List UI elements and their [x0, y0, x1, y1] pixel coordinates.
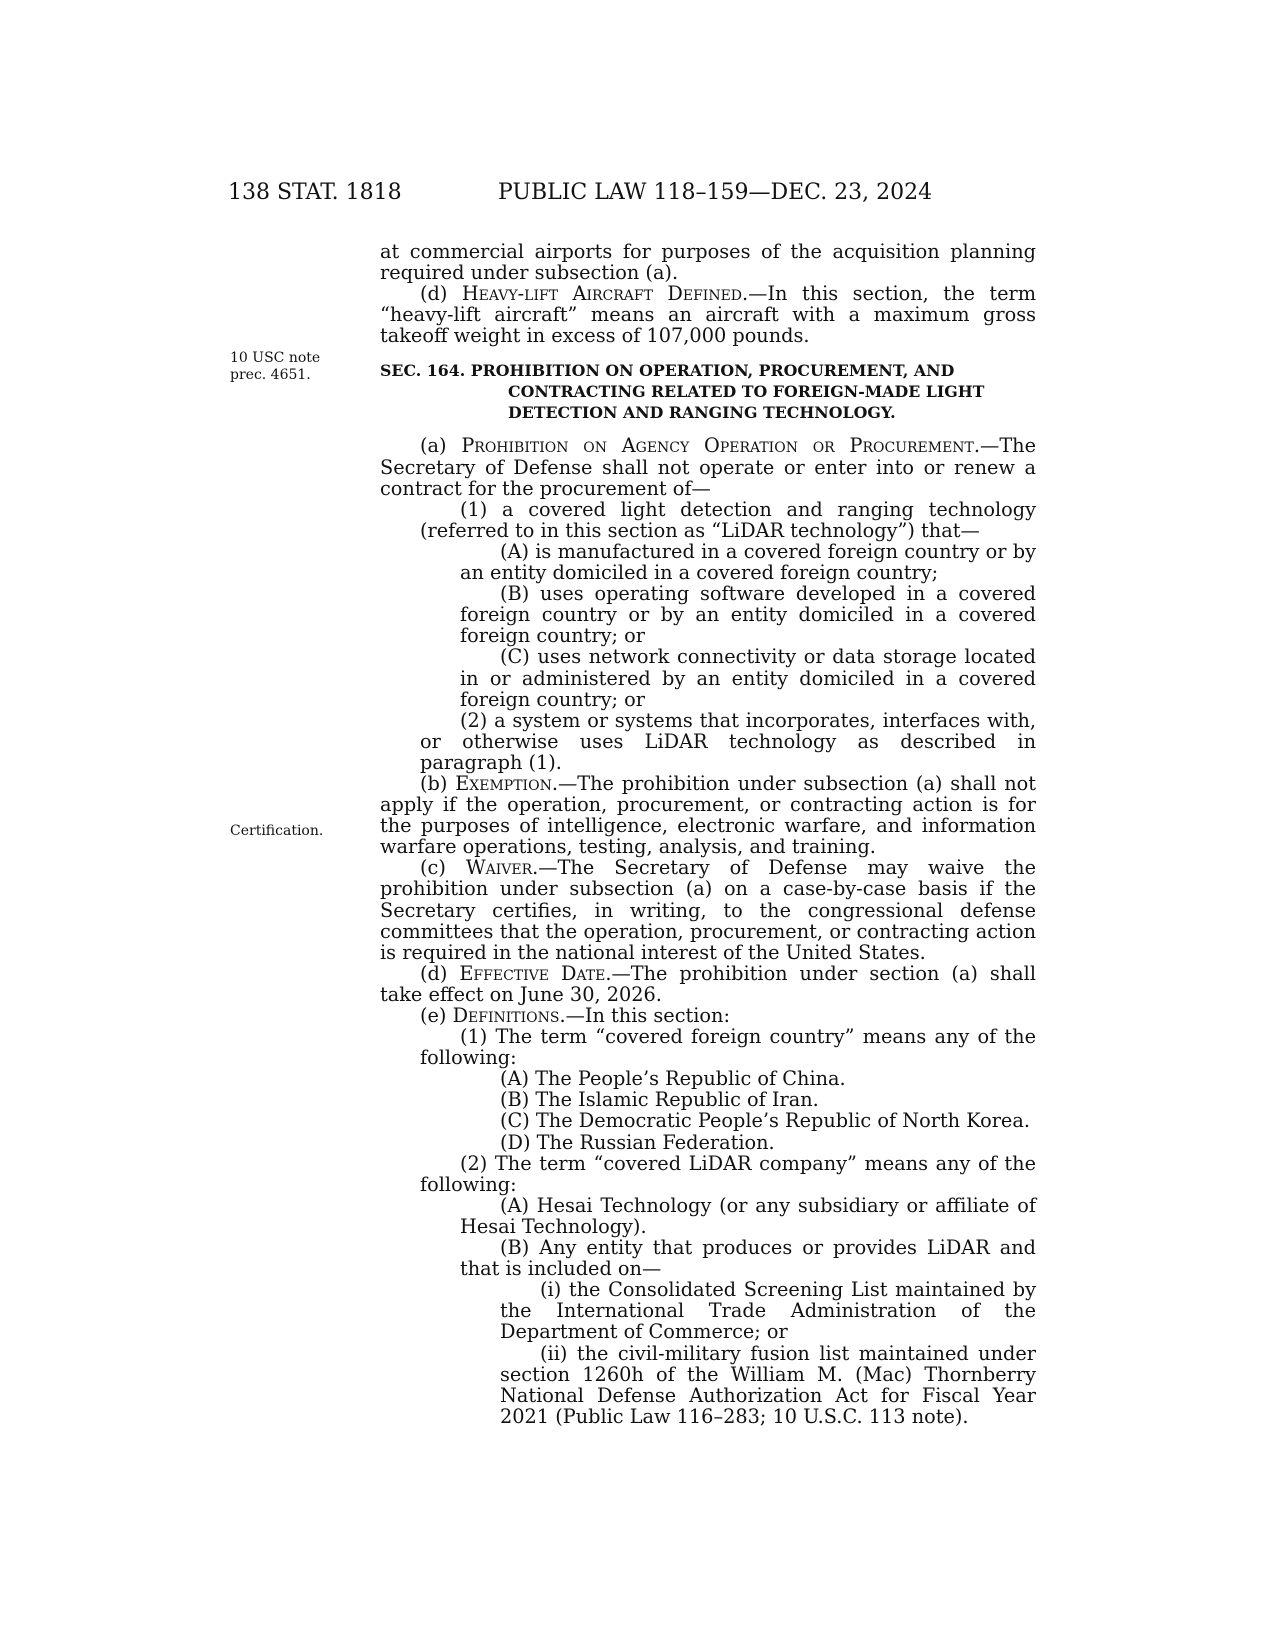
subparagraph-a1B: (B) uses operating software developed in a covered foreign country or by an entity domiciled in a covered foreign country; or	[460, 582, 1036, 648]
subparagraph-e1B: (B) The Islamic Republic of Iran.	[500, 1088, 819, 1112]
subsection-d: (d) Effective Date.—The prohibition under section (a) shall take effect on June 30, 2026.	[380, 961, 1036, 1006]
document-body	[380, 241, 1036, 1427]
clause-e2Bi: (i) the Consolidated Screening List maintained by the International Trade Administration of the Department of Commerce; or	[500, 1278, 1036, 1344]
subparagraph-a1A: (A) is manufactured in a covered foreign country or by an entity domiciled in a covered foreign country;	[460, 539, 1036, 585]
subparagraph-e2B: (B) Any entity that produces or provides LiDAR and that is included on—	[460, 1236, 1036, 1281]
margin-note-certification-text: Certification.	[230, 823, 324, 839]
subsection-heading: Exemption	[455, 771, 552, 795]
paragraph-a2: (2) a system or systems that incorporates, interfaces with, or otherwise uses LiDAR technology as described in paragraph (1).	[420, 708, 1036, 774]
subsection-heading: Definitions	[452, 1004, 560, 1027]
margin-note-usc-line2: prec. 4651.	[230, 367, 311, 383]
stat-page-number: 138 STAT. 1818	[228, 180, 402, 205]
subparagraph-e1D: (D) The Russian Federation.	[500, 1130, 775, 1154]
subsection-c: (c) Waiver.—The Secretary of Defense may waive the prohibition under subsection (a) on a case-by-case basis if the Secretary certifies, in writing, to the congressional defense committees that the operation, procurement, or contracting action is required in the national interest of the United States.	[380, 856, 1036, 964]
subsection-heading: Effective Date	[459, 961, 606, 985]
subsection-heading: Waiver	[465, 856, 533, 880]
subparagraph-a1C: (C) uses network connectivity or data storage located in or administered by an entity domiciled in a covered foreign country; or	[460, 645, 1036, 711]
subsection-heading: Prohibition on Agency Operation or Procurement	[461, 434, 974, 458]
public-law-title: PUBLIC LAW 118–159—DEC. 23, 2024	[498, 180, 933, 205]
subparagraph-e2A: (A) Hesai Technology (or any subsidiary or affiliate of Hesai Technology).	[460, 1193, 1036, 1238]
paragraph-a1: (1) a covered light detection and ranging technology (referred to in this section as “LiDAR technology”) that—	[420, 497, 1036, 542]
subsection-heading: Heavy-lift Aircraft Defined	[461, 282, 743, 306]
margin-note-certification	[230, 823, 350, 840]
paragraph-d-heavy-lift: (d) Heavy-lift Aircraft Defined.—In this section, the term “heavy-lift aircraft” means an aircraft with a maximum gross takeoff weight in excess of 107,000 pounds.	[380, 282, 1036, 348]
subsection-a: (a) Prohibition on Agency Operation or Procurement.—The Secretary of Defense shall not operate or enter into or renew a contract for the procurement of—	[380, 434, 1037, 500]
margin-note-usc-line1: 10 USC note	[230, 350, 321, 366]
paragraph-e2: (2) The term “covered LiDAR company” means any of the following:	[420, 1151, 1036, 1196]
margin-note-usc	[230, 350, 350, 384]
section-heading: SEC. 164. PROHIBITION ON OPERATION, PROCUREMENT, AND CONTRACTING RELATED TO FOREIGN-MADE LIGHT DETECTION AND RANGING TECHNOLOGY.	[380, 361, 985, 423]
subsection-b: (b) Exemption.—The prohibition under subsection (a) shall not apply if the operation, procurement, or contracting action is for the purposes of intelligence, electronic warfare, and information warfare operations, testing, analysis, and training.	[380, 771, 1036, 859]
subparagraph-e1C: (C) The Democratic People’s Republic of North Korea.	[500, 1109, 1030, 1133]
paragraph-continuation: at commercial airports for purposes of the acquisition planning required under subsection (a).	[380, 240, 1036, 285]
clause-e2Bii: (ii) the civil-military fusion list maintained under section 1260h of the William M. (Mac) Thornberry National Defense Authorization Act for Fiscal Year 2021 (Public Law 116–283; 10 U.S.C. 113 note).	[500, 1341, 1036, 1428]
subsection-e: (e) Definitions.—In this section:	[420, 1004, 730, 1027]
paragraph-e1: (1) The term “covered foreign country” means any of the following:	[420, 1025, 1036, 1070]
subparagraph-e1A: (A) The People’s Republic of China.	[500, 1067, 846, 1091]
page-header	[228, 180, 1038, 214]
